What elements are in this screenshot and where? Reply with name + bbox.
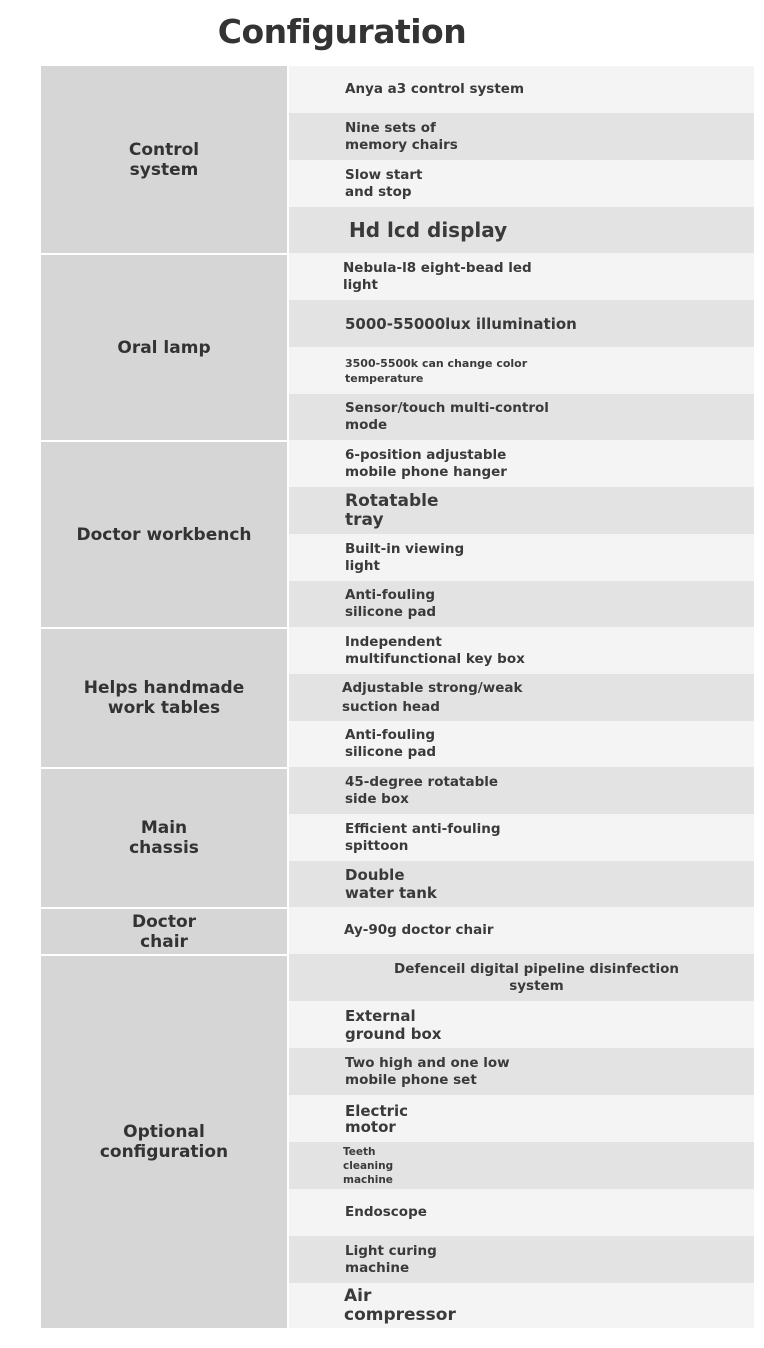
category-optional-configuration: Optional configuration — [41, 954, 287, 1328]
item-row: External ground box — [289, 1001, 754, 1048]
category-control-system: Control system — [41, 66, 287, 253]
item-row: Anti-fouling silicone pad — [289, 581, 754, 627]
item-row: Defenceil digital pipeline disinfection system — [289, 954, 754, 1001]
item-row: Electric motor — [289, 1095, 754, 1142]
item-row: Nine sets of memory chairs — [289, 113, 754, 160]
item-row: Anti-fouling silicone pad — [289, 721, 754, 767]
item-row: Built-in viewing light — [289, 534, 754, 581]
item-row: 45-degree rotatable side box — [289, 767, 754, 814]
item-row: Adjustable strong/weak suction head — [289, 674, 754, 721]
item-row: 5000-55000lux illumination — [289, 300, 754, 347]
category-helps-handmade-work-tables: Helps handmade work tables — [41, 627, 287, 767]
item-row: Sensor/touch multi-control mode — [289, 394, 754, 440]
category-main-chassis: Main chassis — [41, 767, 287, 907]
item-row: 3500-5500k can change color temperature — [289, 347, 754, 394]
category-oral-lamp: Oral lamp — [41, 253, 287, 440]
item-row: Efficient anti-fouling spittoon — [289, 814, 754, 861]
item-row: Anya a3 control system — [289, 66, 754, 113]
item-row: Endoscope — [289, 1189, 754, 1236]
category-doctor-chair: Doctor chair — [41, 907, 287, 954]
item-row: Air compressor — [289, 1283, 754, 1328]
item-row: Light curing machine — [289, 1236, 754, 1283]
item-row: Independent multifunctional key box — [289, 627, 754, 674]
item-row: Teeth cleaning machine — [289, 1142, 754, 1189]
item-row: 6-position adjustable mobile phone hanger — [289, 440, 754, 487]
item-row: Slow start and stop — [289, 160, 754, 207]
category-doctor-workbench: Doctor workbench — [41, 440, 287, 627]
configuration-table — [41, 66, 754, 1328]
item-row: Hd lcd display — [289, 207, 754, 253]
item-row: Rotatable tray — [289, 487, 754, 534]
item-row: Nebula-l8 eight-bead led light — [289, 253, 754, 300]
page-title: Configuration — [217, 12, 467, 51]
item-row: Ay-90g doctor chair — [289, 907, 754, 954]
item-row: Two high and one low mobile phone set — [289, 1048, 754, 1095]
item-row: Double water tank — [289, 861, 754, 907]
